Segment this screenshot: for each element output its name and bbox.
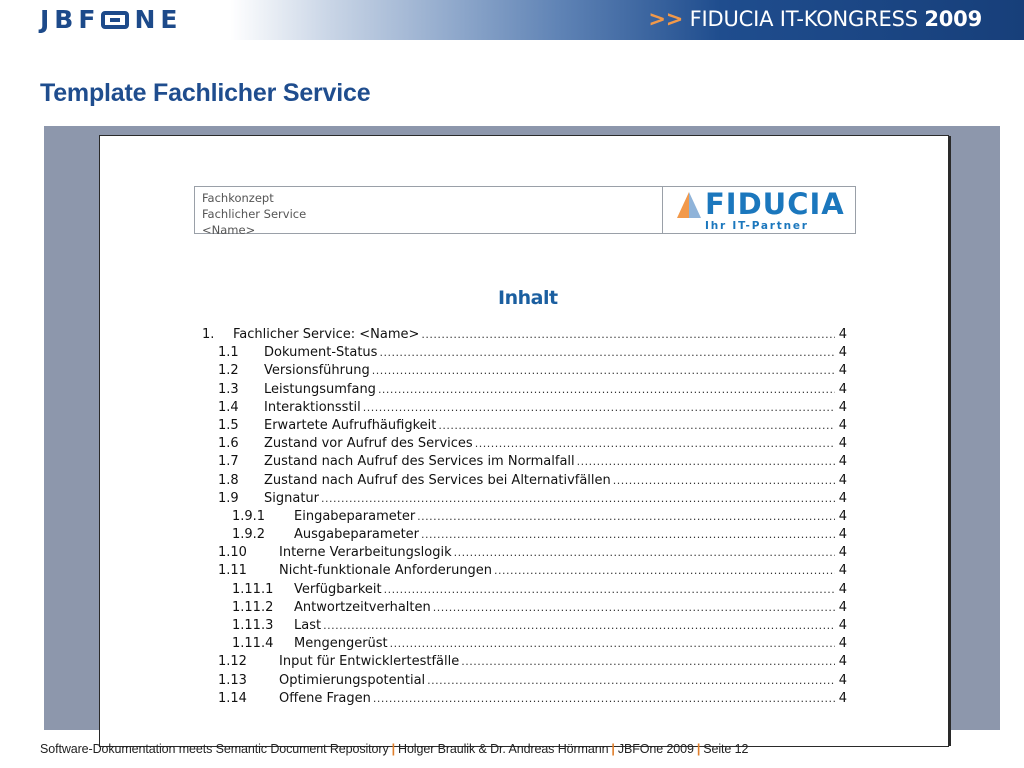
toc-entry[interactable]: [202, 344, 847, 362]
toc-entry[interactable]: [202, 672, 847, 690]
doc-subtype: Fachlicher Service: [202, 207, 307, 221]
doc-header-table: [194, 186, 856, 237]
toc-dot-leader: [475, 435, 835, 453]
toc-entry-title: Interne Verarbeitungslogik: [279, 545, 452, 561]
congress-text: FIDUCIA IT-KONGRESS: [689, 7, 918, 31]
toc-entry-number: 1.10: [218, 545, 247, 561]
toc-entry-page: 4: [838, 636, 847, 652]
toc-entry-number: 1.7: [218, 454, 239, 470]
doc-type: Fachkonzept: [202, 191, 274, 205]
footer-authors: Holger Braulik & Dr. Andreas Hörmann: [398, 742, 609, 756]
toc-entry-title: Antwortzeitverhalten: [294, 599, 431, 615]
toc-entry-title: Mengengerüst: [294, 636, 388, 652]
toc-dot-leader: [421, 326, 835, 344]
toc-entry[interactable]: [202, 453, 847, 471]
footer-page-number: Seite 12: [703, 742, 749, 756]
toc-entry-number: 1.2: [218, 363, 239, 379]
toc-entry[interactable]: [202, 472, 847, 490]
toc-entry-page: 4: [838, 545, 847, 561]
doc-header-info: [195, 187, 663, 237]
toc-entry-title: Optimierungspotential: [279, 672, 426, 688]
congress-year: 2009: [924, 7, 982, 31]
toc-entry-page: 4: [838, 417, 847, 433]
toc-entry-number: 1.11.3: [232, 618, 274, 633]
toc-entry-number: 1.9: [218, 490, 239, 506]
fiducia-triangle-icon: [675, 190, 703, 220]
toc-entry-page: 4: [838, 672, 847, 688]
toc-dot-leader: [390, 635, 835, 653]
toc-entry-number: 1.5: [218, 417, 239, 433]
toc-entry-title: Zustand vor Aufruf des Services: [264, 436, 473, 452]
logo-left-text: JBF: [40, 5, 101, 34]
toc-entry-page: 4: [838, 690, 847, 706]
slide-title: Template Fachlicher Service: [40, 79, 371, 107]
document-page: [100, 136, 948, 746]
toc-entry-title: Offene Fragen: [279, 690, 371, 706]
toc-entry-page: 4: [838, 399, 847, 415]
toc-entry-number: 1.9.1: [232, 508, 266, 524]
toc-entry[interactable]: [202, 635, 847, 653]
toc-entry[interactable]: [202, 526, 847, 544]
fiducia-logo-subtitle: Ihr IT-Partner: [705, 220, 809, 232]
toc-entry[interactable]: [202, 690, 847, 708]
congress-title: [648, 7, 982, 31]
toc-entry-page: 4: [838, 490, 847, 506]
congress-arrows: >>: [648, 7, 684, 31]
doc-name-placeholder: <Name>: [202, 223, 256, 237]
toc-entry-number: 1.12: [218, 654, 247, 670]
toc-entry-title: Interaktionsstil: [264, 399, 361, 415]
toc-dot-leader: [613, 472, 835, 490]
header-band: [0, 0, 1024, 40]
toc-entry-page: 4: [838, 527, 847, 543]
footer-talk-title: Software-Dokumentation meets Semantic Document Repository: [40, 742, 389, 756]
footer-separator: |: [696, 742, 701, 756]
toc-entry-page: 4: [838, 363, 847, 379]
toc-entry[interactable]: [202, 653, 847, 671]
toc-heading: Inhalt: [498, 287, 558, 309]
footer-separator: |: [391, 742, 396, 756]
toc-entry[interactable]: [202, 399, 847, 417]
toc-entry-page: 4: [838, 381, 847, 397]
toc-entry-number: 1.1: [218, 345, 239, 361]
fiducia-logo-text: FIDUCIA: [705, 187, 845, 221]
toc-entry-title: Input für Entwicklertestfälle: [279, 654, 460, 670]
toc-entry-title: Nicht-funktionale Anforderungen: [279, 563, 493, 579]
toc-dot-leader: [494, 562, 835, 580]
toc-dot-leader: [379, 344, 835, 362]
toc-entry-number: 1.8: [218, 472, 239, 488]
toc-entry-page: 4: [838, 563, 847, 579]
toc-entry-page: 4: [838, 618, 847, 633]
toc-entry[interactable]: [202, 490, 847, 508]
jbfone-logo: [40, 6, 182, 34]
toc-dot-leader: [421, 526, 835, 544]
toc-entry-number: 1.3: [218, 381, 239, 397]
toc-entry[interactable]: [202, 599, 847, 617]
toc-entry-page: 4: [838, 654, 847, 670]
toc-dot-leader: [373, 690, 835, 708]
toc-entry-page: 4: [838, 345, 847, 361]
table-of-contents: [202, 326, 847, 708]
toc-entry-title: Eingabeparameter: [294, 508, 416, 524]
toc-entry[interactable]: [202, 362, 847, 380]
logo-right-text: NE: [134, 5, 183, 34]
toc-entry-number: 1.11.1: [232, 581, 274, 597]
toc-entry-number: 1.14: [218, 690, 247, 706]
toc-entry[interactable]: [202, 508, 847, 526]
toc-entry[interactable]: [202, 581, 847, 599]
toc-dot-leader: [454, 544, 835, 562]
toc-entry-title: Signatur: [264, 490, 320, 506]
toc-dot-leader: [461, 653, 835, 671]
toc-dot-leader: [577, 453, 835, 471]
toc-dot-leader: [433, 599, 835, 617]
toc-entry[interactable]: [202, 417, 847, 435]
toc-entry-title: Dokument-Status: [264, 345, 378, 361]
logo-o-icon: [101, 11, 129, 29]
toc-entry-page: 4: [838, 327, 847, 342]
toc-dot-leader: [363, 399, 835, 417]
toc-dot-leader: [321, 490, 835, 508]
toc-entry[interactable]: [202, 326, 847, 344]
toc-dot-leader: [384, 581, 835, 599]
toc-dot-leader: [378, 381, 835, 399]
toc-entry[interactable]: [202, 617, 847, 635]
toc-dot-leader: [372, 362, 835, 380]
toc-entry[interactable]: [202, 544, 847, 562]
toc-entry-page: 4: [838, 472, 847, 488]
toc-entry-title: Verfügbarkeit: [294, 581, 382, 597]
toc-dot-leader: [438, 417, 835, 435]
toc-dot-leader: [427, 672, 835, 690]
footer-event: JBFOne 2009: [617, 742, 694, 756]
toc-entry-number: 1.11: [218, 563, 247, 579]
toc-entry-number: 1.11.2: [232, 599, 274, 615]
toc-entry-number: 1.4: [218, 399, 239, 415]
footer-separator: |: [611, 742, 615, 756]
toc-entry-title: Ausgabeparameter: [294, 527, 420, 543]
toc-entry-number: 1.9.2: [232, 527, 266, 543]
toc-entry-number: 1.6: [218, 436, 239, 452]
toc-dot-leader: [417, 508, 835, 526]
toc-entry-number: 1.11.4: [232, 636, 274, 652]
toc-entry-title: Zustand nach Aufruf des Services im Normalfall: [264, 454, 575, 470]
toc-entry-page: 4: [838, 581, 847, 597]
footer: [40, 742, 748, 756]
toc-entry-title: Versionsführung: [264, 363, 370, 379]
toc-entry-page: 4: [838, 436, 847, 452]
toc-entry-title: Erwartete Aufrufhäufigkeit: [264, 417, 437, 433]
toc-entry-title: Last: [294, 618, 322, 633]
toc-entry-page: 4: [838, 599, 847, 615]
toc-dot-leader: [323, 617, 835, 635]
toc-entry-page: 4: [838, 508, 847, 524]
toc-entry-number: 1.: [202, 327, 215, 342]
toc-entry-title: Leistungsumfang: [264, 381, 376, 397]
toc-entry[interactable]: [202, 381, 847, 399]
toc-entry-number: 1.13: [218, 672, 247, 688]
toc-entry[interactable]: [202, 562, 847, 580]
toc-entry-title: Zustand nach Aufruf des Services bei Alternativfällen: [264, 472, 611, 488]
fiducia-logo-cell: [663, 187, 855, 233]
toc-entry[interactable]: [202, 435, 847, 453]
document-viewer: [44, 126, 1000, 730]
toc-entry-page: 4: [838, 454, 847, 470]
toc-entry-title: Fachlicher Service: <Name>: [233, 327, 420, 342]
